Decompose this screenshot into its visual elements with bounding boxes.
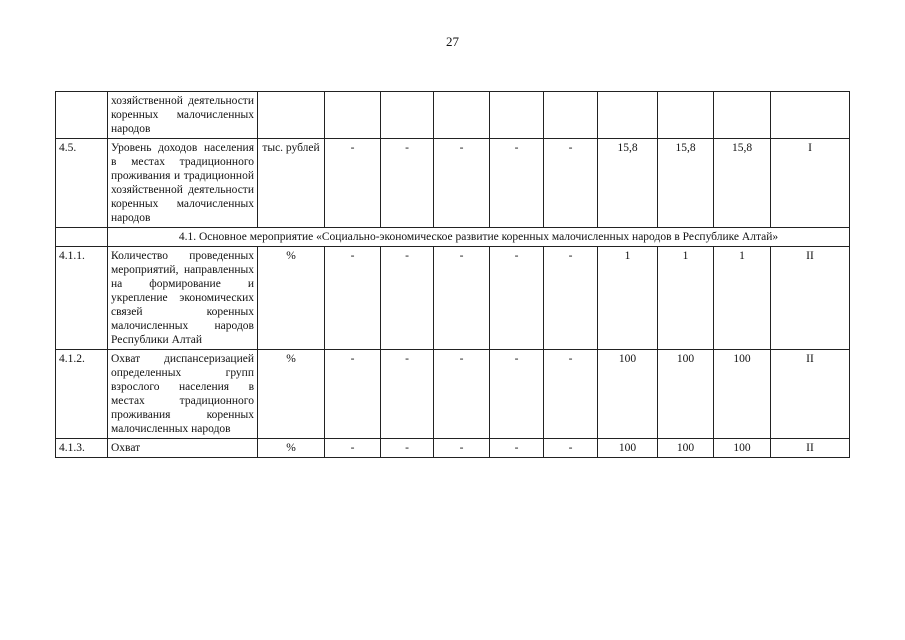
row-number: 4.5.: [56, 139, 108, 228]
value-cell: -: [434, 247, 490, 350]
indicator-name: Охват: [108, 439, 258, 458]
value-cell: 1: [658, 247, 714, 350]
value-cell: 100: [714, 439, 771, 458]
value-cell: [544, 92, 598, 139]
value-cell: -: [434, 439, 490, 458]
value-cell: 15,8: [598, 139, 658, 228]
page-number: 27: [446, 34, 459, 49]
section-spacer: [56, 228, 108, 247]
value-cell: -: [490, 439, 544, 458]
table-row: [56, 92, 850, 139]
indicator-name: Уровень доходов населения в местах традиционного проживания и традиционной хозяйственной деятельности коренных малочисленных народов: [108, 139, 258, 228]
value-cell: -: [434, 350, 490, 439]
table-row: [56, 139, 850, 228]
value-cell: 15,8: [714, 139, 771, 228]
value-cell: 100: [658, 439, 714, 458]
level-cell: II: [771, 247, 850, 350]
value-cell: -: [381, 350, 434, 439]
value-cell: 15,8: [658, 139, 714, 228]
indicator-name: хозяйственной деятельности коренных малочисленных народов: [108, 92, 258, 139]
value-cell: -: [490, 350, 544, 439]
value-cell: 100: [658, 350, 714, 439]
value-cell: [434, 92, 490, 139]
level-cell: II: [771, 439, 850, 458]
level-cell: I: [771, 139, 850, 228]
value-cell: 100: [598, 439, 658, 458]
value-cell: -: [325, 439, 381, 458]
value-cell: -: [381, 439, 434, 458]
value-cell: 100: [598, 350, 658, 439]
value-cell: -: [544, 439, 598, 458]
section-heading: 4.1. Основное мероприятие «Социально-экономическое развитие коренных малочисленных народов в Республике Алтай»: [108, 228, 850, 247]
row-number: 4.1.2.: [56, 350, 108, 439]
value-cell: -: [325, 139, 381, 228]
value-cell: 1: [714, 247, 771, 350]
level-cell: II: [771, 350, 850, 439]
unit-cell: тыс. рублей: [258, 139, 325, 228]
value-cell: -: [544, 350, 598, 439]
table-row: [56, 247, 850, 350]
indicator-name: Охват диспансеризацией определенных групп взрослого населения в местах традиционного проживания коренных малочисленных народов: [108, 350, 258, 439]
level-cell: [771, 92, 850, 139]
table-row: [56, 350, 850, 439]
value-cell: -: [381, 139, 434, 228]
row-number: [56, 92, 108, 139]
unit-cell: %: [258, 247, 325, 350]
value-cell: -: [544, 247, 598, 350]
indicator-table: [55, 91, 850, 458]
value-cell: [714, 92, 771, 139]
value-cell: [490, 92, 544, 139]
value-cell: [381, 92, 434, 139]
value-cell: [658, 92, 714, 139]
value-cell: 1: [598, 247, 658, 350]
value-cell: -: [490, 139, 544, 228]
section-row: [56, 228, 850, 247]
unit-cell: %: [258, 439, 325, 458]
value-cell: -: [544, 139, 598, 228]
value-cell: 100: [714, 350, 771, 439]
row-number: 4.1.1.: [56, 247, 108, 350]
value-cell: -: [325, 350, 381, 439]
indicator-name: Количество проведенных мероприятий, направленных на формирование и укрепление экономических связей коренных малочисленных народов Республики Алтай: [108, 247, 258, 350]
unit-cell: %: [258, 350, 325, 439]
value-cell: -: [381, 247, 434, 350]
row-number: 4.1.3.: [56, 439, 108, 458]
value-cell: [598, 92, 658, 139]
unit-cell: [258, 92, 325, 139]
value-cell: -: [490, 247, 544, 350]
value-cell: -: [434, 139, 490, 228]
value-cell: [325, 92, 381, 139]
value-cell: -: [325, 247, 381, 350]
table-row: [56, 439, 850, 458]
